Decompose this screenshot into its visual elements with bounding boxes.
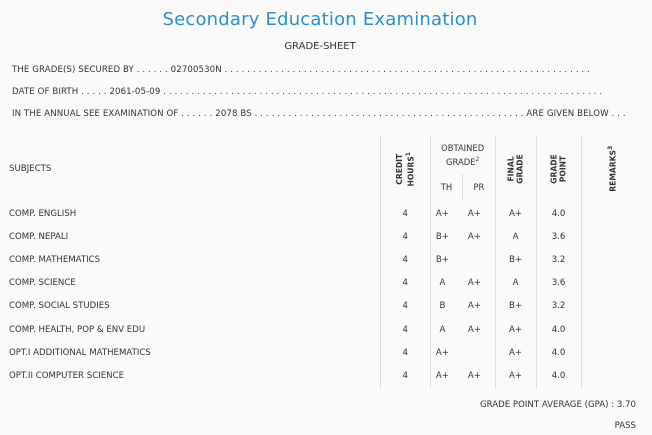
pr-grade-cell: A+ xyxy=(454,202,495,225)
subject-cell: COMP. HEALTH, POP & ENV EDU xyxy=(9,324,146,335)
final-grade-cell: B+ xyxy=(495,248,536,271)
remarks-cell xyxy=(581,295,642,318)
credit-cell: 4 xyxy=(380,364,430,387)
final-grade-cell: A xyxy=(495,225,536,248)
remarks-cell xyxy=(581,202,642,225)
grade-table-body xyxy=(2,202,642,388)
pr-grade-cell: A+ xyxy=(467,370,481,381)
remarks-header: REMARKS$^3$ xyxy=(581,136,642,202)
th-grade-cell: B+ xyxy=(430,248,454,271)
table-row xyxy=(2,225,642,248)
remarks-cell xyxy=(581,341,642,364)
pr-grade-cell: A+ xyxy=(467,324,481,335)
subject-cell: COMP. MATHEMATICS xyxy=(2,248,380,271)
pr-grade-cell: A+ xyxy=(467,231,481,242)
subject-cell: COMP. SOCIAL STUDIES xyxy=(2,295,380,318)
grade-point-cell: 3.6 xyxy=(536,225,581,248)
grade-point-cell: 4.0 xyxy=(536,341,581,364)
table-row xyxy=(2,202,642,225)
subject-cell: COMP. ENGLISH xyxy=(2,202,380,225)
table-row xyxy=(2,248,642,271)
grade-table xyxy=(2,136,642,388)
final-grade-cell: A+ xyxy=(495,364,536,387)
final-grade-cell: A+ xyxy=(495,318,536,341)
th-grade-cell: A+ xyxy=(430,202,454,225)
subject-cell: OPT.I ADDITIONAL MATHEMATICS xyxy=(2,341,380,364)
table-row xyxy=(2,341,642,364)
pr-grade-cell xyxy=(454,248,495,271)
secured-by-line: THE GRADE(S) SECURED BY . . . . . . 02700530N . . . . . . . . . . . . . . . . . . . . . . . . . . . . . . . . . . . . . . . . . . . . . . . . . . . . . . . . . . . . . . . . . xyxy=(12,65,590,75)
exam-line: IN THE ANNUAL SEE EXAMINATION OF . . . . . . 2078 BS . . . . . . . . . . . . . . . . . . . . . . . . . . . . . . . . . . . . . . . . . . . . . . . . ARE GIVEN BELOW . . . xyxy=(12,109,626,119)
pr-grade-cell: A+ xyxy=(467,278,481,289)
result-status: PASS xyxy=(614,421,636,431)
page-title: Secondary Education Examination xyxy=(162,9,478,30)
remarks-cell xyxy=(581,248,642,271)
credit-cell: 4 xyxy=(380,295,430,318)
grade-point-header: GRADE POINT xyxy=(536,136,581,202)
table-row xyxy=(2,272,642,295)
th-grade-cell: A+ xyxy=(430,341,454,364)
final-grade-cell: A+ xyxy=(495,202,536,225)
th-grade-cell: A+ xyxy=(430,364,454,387)
subjects-header: SUBJECTS xyxy=(9,164,52,174)
final-grade-cell: A xyxy=(495,272,536,295)
page-subtitle: GRADE-SHEET xyxy=(284,41,356,52)
th-grade-cell: A xyxy=(430,318,454,341)
gpa-summary: GRADE POINT AVERAGE (GPA) : 3.70 xyxy=(479,400,636,410)
grade-point-cell: 4.0 xyxy=(536,202,581,225)
th-header: TH xyxy=(440,182,453,192)
credit-cell: 4 xyxy=(380,202,430,225)
subject-cell: COMP. SCIENCE xyxy=(9,278,76,289)
grade-point-cell: 3.2 xyxy=(536,295,581,318)
table-header-row xyxy=(2,136,642,202)
remarks-cell xyxy=(581,225,642,248)
grade-point-cell: 4.0 xyxy=(536,318,581,341)
pr-grade-cell: A+ xyxy=(454,295,495,318)
table-row xyxy=(2,318,642,341)
subject-cell: COMP. NEPALI xyxy=(9,231,69,242)
th-grade-cell: A xyxy=(430,272,454,295)
credit-cell: 4 xyxy=(380,318,430,341)
remarks-cell xyxy=(581,318,642,341)
table-row xyxy=(2,364,642,387)
obtained-grade-header: OBTAINED GRADE$^2$ TH PR xyxy=(430,136,495,202)
pr-grade-cell xyxy=(454,341,495,364)
subject-cell: OPT.II COMPUTER SCIENCE xyxy=(9,370,125,381)
date-of-birth-line: DATE OF BIRTH . . . . . 2061-05-09 . . . . . . . . . . . . . . . . . . . . . . . . . . . . . . . . . . . . . . . . . . . . . . . . . . . . . . . . . . . . . . . . . . . . . . . . . . . . . . xyxy=(12,87,603,97)
th-grade-cell: B+ xyxy=(430,225,454,248)
grade-point-cell: 3.2 xyxy=(536,248,581,271)
th-grade-cell: B xyxy=(430,295,454,318)
table-row xyxy=(2,295,642,318)
remarks-cell xyxy=(581,364,642,387)
final-grade-cell: B+ xyxy=(495,295,536,318)
final-grade-cell: A+ xyxy=(495,341,536,364)
credit-cell: 4 xyxy=(380,272,430,295)
pr-header: PR xyxy=(462,174,494,200)
credit-hours-header: CREDIT HOURS$^1$ xyxy=(380,136,430,202)
remarks-cell xyxy=(581,272,642,295)
grade-point-cell: 3.6 xyxy=(536,272,581,295)
credit-cell: 4 xyxy=(380,225,430,248)
final-grade-header: FINAL GRADE xyxy=(495,136,536,202)
credit-cell: 4 xyxy=(380,341,430,364)
credit-cell: 4 xyxy=(380,248,430,271)
grade-point-cell: 4.0 xyxy=(536,364,581,387)
